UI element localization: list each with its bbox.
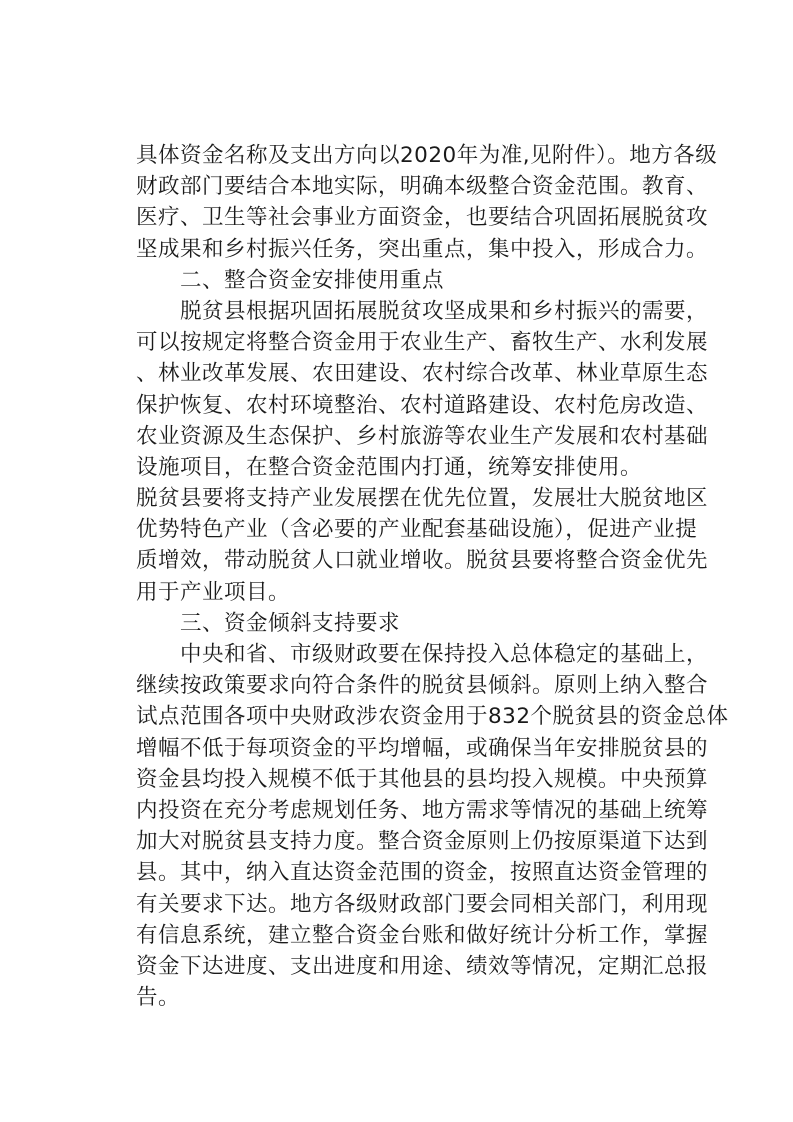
text-line: 保护恢复、农村环境整治、农村道路建设、农村危房改造、 xyxy=(136,392,709,418)
text-line: 加大对脱贫县支持力度。整合资金原则上仍按原渠道下达到 xyxy=(136,829,709,855)
text-line: 中央和省、市级财政要在保持投入总体稳定的基础上， xyxy=(136,642,709,667)
text-line: 县。其中，纳入直达资金范围的资金，按照直达资金管理的 xyxy=(136,860,709,886)
text-line: 有关要求下达。地方各级财政部门要会同相关部门，利用现 xyxy=(136,891,709,917)
text-line: 有信息系统，建立整合资金台账和做好统计分析工作，掌握 xyxy=(136,922,709,948)
text-line: 用于产业项目。 xyxy=(136,579,291,605)
text-line: 具体资金名称及支出方向以2020年为准,见附件）。地方各级 xyxy=(136,143,718,168)
text-line: 优势特色产业（含必要的产业配套基础设施），促进产业提 xyxy=(136,517,698,543)
text-line: 医疗、卫生等社会事业方面资金，也要结合巩固拓展脱贫攻 xyxy=(136,205,709,231)
text-line: 继续按政策要求向符合条件的脱贫县倾斜。原则上纳入整合 xyxy=(136,673,709,699)
text-line: 设施项目，在整合资金范围内打通，统筹安排使用。 xyxy=(136,454,643,480)
section-heading-2: 二、整合资金安排使用重点 xyxy=(136,267,445,293)
text-line: 内投资在充分考虑规划任务、地方需求等情况的基础上统筹 xyxy=(136,797,709,823)
text-line: 、林业改革发展、农田建设、农村综合改革、林业草原生态 xyxy=(136,361,709,387)
text-line: 资金下达进度、支出进度和用途、绩效等情况，定期汇总报 xyxy=(136,953,709,979)
text-line: 告。 xyxy=(136,985,181,1011)
document-body xyxy=(136,140,729,1013)
text-line: 质增效，带动脱贫人口就业增收。脱贫县要将整合资金优先 xyxy=(136,548,709,574)
text-line: 试点范围各项中央财政涉农资金用于832个脱贫县的资金总体 xyxy=(136,704,729,730)
section-heading-3: 三、资金倾斜支持要求 xyxy=(136,610,401,636)
text-line: 脱贫县根据巩固拓展脱贫攻坚成果和乡村振兴的需要， xyxy=(136,298,709,324)
text-line: 农业资源及生态保护、乡村旅游等农业生产发展和农村基础 xyxy=(136,423,709,449)
text-line: 财政部门要结合本地实际，明确本级整合资金范围。教育、 xyxy=(136,174,709,200)
text-line: 资金县均投入规模不低于其他县的县均投入规模。中央预算 xyxy=(136,766,709,792)
text-line: 可以按规定将整合资金用于农业生产、畜牧生产、水利发展 xyxy=(136,330,709,356)
text-line: 增幅不低于每项资金的平均增幅，或确保当年安排脱贫县的 xyxy=(136,735,709,761)
text-line: 脱贫县要将支持产业发展摆在优先位置，发展壮大脱贫地区 xyxy=(136,486,709,512)
text-line: 坚成果和乡村振兴任务，突出重点，集中投入，形成合力。 xyxy=(136,236,709,262)
